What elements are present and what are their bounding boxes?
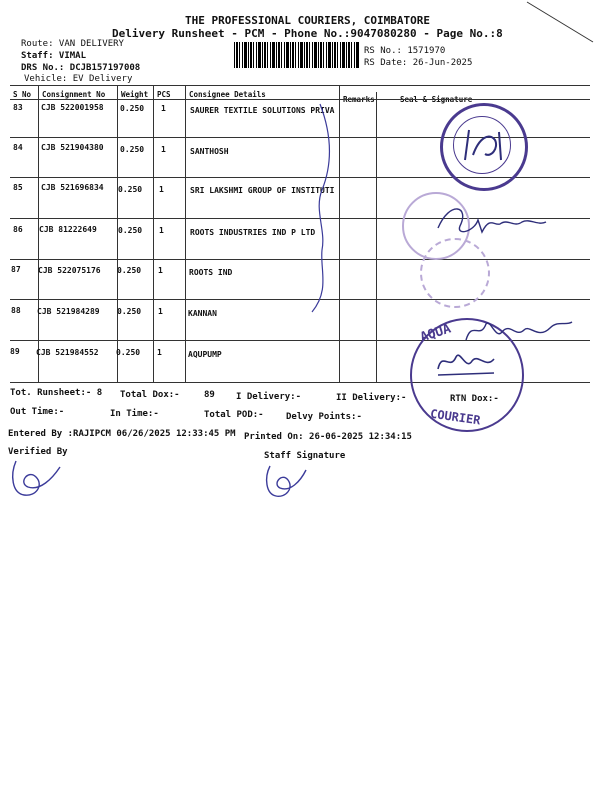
stamp-bottom-text-bottom: COURIER xyxy=(429,406,482,428)
rtn-dox: RTN Dox:- xyxy=(450,394,499,404)
row-pcs: 1 xyxy=(158,266,163,275)
row-consignment: CJB 521696834 xyxy=(41,183,104,192)
grid-v1 xyxy=(38,86,39,383)
row-sno: 83 xyxy=(13,103,23,112)
col-pcs: PCS xyxy=(157,90,171,99)
vehicle-label: Vehicle: EV Delivery xyxy=(24,74,133,84)
row-pcs: 1 xyxy=(158,307,163,316)
staff-signature-label: Staff Signature xyxy=(264,451,346,461)
seal-stamp-faded-2 xyxy=(420,238,490,308)
row-consignee: ROOTS INDUSTRIES IND P LTD xyxy=(190,228,316,237)
handwritten-bracket xyxy=(300,100,360,320)
i-delivery: I Delivery:- xyxy=(236,392,302,402)
signature-mark-86 xyxy=(430,198,550,243)
delvy-points: Delvy Points:- xyxy=(286,412,362,422)
row-pcs: 1 xyxy=(159,185,164,194)
row-weight: 0.250 xyxy=(117,307,142,316)
barcode xyxy=(234,42,360,68)
row-consignee: SRI LAKSHMI GROUP OF INSTITUTI xyxy=(190,186,335,195)
row-weight: 0.250 xyxy=(120,104,145,113)
row-weight: 0.250 xyxy=(117,266,142,275)
total-dox-label: Total Dox:- xyxy=(120,390,180,400)
row-pcs: 1 xyxy=(161,104,166,113)
printed-on: Printed On: 26-06-2025 12:34:15 xyxy=(244,432,412,442)
stray-mark xyxy=(525,0,595,45)
row-consignment: CJB 522075176 xyxy=(38,266,101,275)
row-sno: 84 xyxy=(13,143,23,152)
ii-delivery: II Delivery:- xyxy=(336,393,407,403)
company-title: THE PROFESSIONAL COURIERS, COIMBATORE xyxy=(185,14,431,27)
row-weight: 0.250 xyxy=(120,145,145,154)
signature-mark-88 xyxy=(460,310,580,350)
col-weight: Weight xyxy=(121,90,149,99)
col-consignee: Consignee Details xyxy=(189,90,266,99)
total-dox-value: 89 xyxy=(204,390,215,400)
rs-date: RS Date: 26-Jun-2025 xyxy=(364,58,473,68)
total-pod: Total POD:- xyxy=(204,410,264,420)
verified-by: Verified By xyxy=(8,447,68,457)
row-consignee: KANNAN xyxy=(188,309,217,318)
drs-label-text: DRS No.: xyxy=(21,63,65,73)
stamp-bottom-text-top: AQUA xyxy=(418,321,453,346)
out-time: Out Time:- xyxy=(10,407,65,417)
row-sno: 85 xyxy=(13,183,23,192)
row-sno: 88 xyxy=(11,306,21,315)
tot-runsheet: Tot. Runsheet:- 8 xyxy=(10,388,103,398)
drs-label xyxy=(21,63,140,73)
entered-by: Entered By :RAJIPCM 06/26/2025 12:33:45 PM xyxy=(8,429,236,439)
route-label: Route: VAN DELIVERY xyxy=(21,39,124,49)
row-consignee: SAURER TEXTILE SOLUTIONS PRIVA xyxy=(190,106,335,115)
row-consignee: AQUPUMP xyxy=(188,350,222,359)
row-weight: 0.250 xyxy=(118,185,143,194)
staff-signature-mark xyxy=(262,460,312,500)
row-weight: 0.250 xyxy=(116,348,141,357)
row-sno: 89 xyxy=(10,347,20,356)
row-consignment: CJB 81222649 xyxy=(39,225,97,234)
row-consignment: CJB 522001958 xyxy=(41,103,104,112)
grid-v4 xyxy=(185,86,186,383)
col-consignment: Consignment No xyxy=(42,90,106,99)
signature-mark-top xyxy=(455,120,515,170)
row-consignment: CJB 521984289 xyxy=(37,307,100,316)
runsheet-title: Delivery Runsheet - PCM - Phone No.:9047080280 - Page No.:8 xyxy=(112,27,503,40)
row-pcs: 1 xyxy=(159,226,164,235)
grid-v3 xyxy=(153,86,154,383)
row-pcs: 1 xyxy=(157,348,162,357)
row-weight: 0.250 xyxy=(118,226,143,235)
table-top-rule xyxy=(10,85,590,86)
drs-value: DCJB157197008 xyxy=(69,63,141,73)
staff-label: Staff: VIMAL xyxy=(21,51,87,61)
row-consignment: CJB 521984552 xyxy=(36,348,99,357)
row-consignment: CJB 521904380 xyxy=(41,143,104,152)
row-pcs: 1 xyxy=(161,145,166,154)
in-time: In Time:- xyxy=(110,409,159,419)
verified-signature xyxy=(6,455,66,500)
signature-mark-89 xyxy=(432,345,502,380)
col-sno: S No xyxy=(13,90,32,99)
rs-no: RS No.: 1571970 xyxy=(364,46,446,56)
row-sno: 86 xyxy=(13,225,23,234)
row-consignee: SANTHOSH xyxy=(190,147,229,156)
row-sno: 87 xyxy=(11,265,21,274)
row-consignee: ROOTS IND xyxy=(189,268,233,277)
